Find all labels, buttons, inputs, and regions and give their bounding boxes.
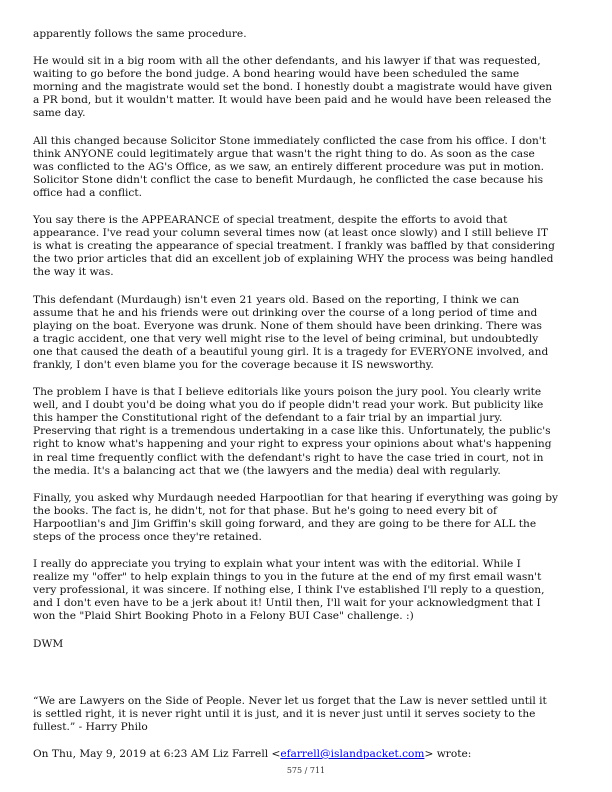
paragraph-1: apparently follows the same procedure. — [33, 28, 247, 40]
paragraph-4: You say there is the APPEARANCE of special treatment, despite the efforts to avoid that appearance. I've read your column several times now (at least once slowly) and I still believe IT is what is creating the appearance of special treatment. I frankly was baffled by that considering the two prior articles that did an excellent job of explaining WHY the process was being handled the way it was. — [33, 214, 555, 279]
sender-email-link[interactable]: efarrell@islandpacket.com — [280, 748, 425, 760]
paragraph-5: This defendant (Murdaugh) isn't even 21 years old. Based on the reporting, I think we can assume that he and his friends were out drinking over the course of a long period of time and playing on the boat. Everyone was drunk. None of them should have been drinking. There was a tragic accident, one that very well might rise to the level of being criminal, but undoubtedly one that caused the death of a beautiful young girl. It is a tragedy for EVERYONE involved, and frankly, I don't even blame you for the coverage because it IS newsworthy. — [33, 293, 549, 371]
signature: DWM — [33, 637, 64, 650]
paragraph-7: Finally, you asked why Murdaugh needed Harpootlian for that hearing if everything was going by the books. The fact is, he didn't, not for that phase. But he's going to need every bit of Harpootlian's and Jim Griffin's skill going forward, and they are going to be there for ALL the steps of the process once they're retained. — [33, 491, 558, 543]
paragraph-2: He would sit in a big room with all the other defendants, and his lawyer if that was requested, waiting to go before the bond judge. A bond hearing would have been scheduled the same morning and the magistrate would set the bond. I honestly doubt a magistrate would have given a PR bond, but it wouldn't matter. It would have been paid and he would have been released the same day. — [33, 55, 553, 120]
reply-suffix: > wrote: — [424, 748, 472, 760]
signature-quote: “We are Lawyers on the Side of People. Never let us forget that the Law is never settled until it is settled right, it is never right until it is just, and it is never just until it serves society to the fullest.” - Harry Philo — [33, 694, 547, 733]
paragraph-8: I really do appreciate you trying to explain what your intent was with the editorial. While I realize my "offer" to help explain things to you in the future at the end of my first email wasn't very professional, it was sincere. If nothing else, I think I've established I'll reply to a question, and I don't even have to be a jerk about it! Until then, I'll wait for your acknowledgment that I won the "Plaid Shirt Booking Photo in a Felony BUI Case" challenge. :) — [33, 558, 545, 623]
paragraph-6: The problem I have is that I believe editorials like yours poison the jury pool. You clearly write well, and I doubt you'd be doing what you do if people didn't read your work. But publicity like this hamper the Constitutional right of the defendant to a fair trial by an impartial jury. Preserving that right is a tremendous undertaking in a case like this. Unfortunately, the public's right to know what's happening and your right to express your opinions about what's happening in real time frequently conflict with the defendant's right to have the case tried in court, not in the media. It's a balancing act that we (the lawyers and the media) deal with regularly. — [33, 386, 552, 477]
paragraph-3: All this changed because Solicitor Stone immediately conflicted the case from his office. I don't think ANYONE could legitimately argue that wasn't the right thing to do. As soon as the case was conflicted to the AG's Office, as we saw, an entirely different procedure was put in motion. Solicitor Stone didn't conflict the case to benefit Murdaugh, he conflicted the case because his office had a conflict. — [33, 134, 546, 199]
reply-header — [33, 748, 471, 761]
reply-prefix: On Thu, May 9, 2019 at 6:23 AM Liz Farrell < — [33, 748, 281, 760]
email-body — [33, 28, 581, 744]
page-number: 575 / 711 — [286, 766, 326, 775]
